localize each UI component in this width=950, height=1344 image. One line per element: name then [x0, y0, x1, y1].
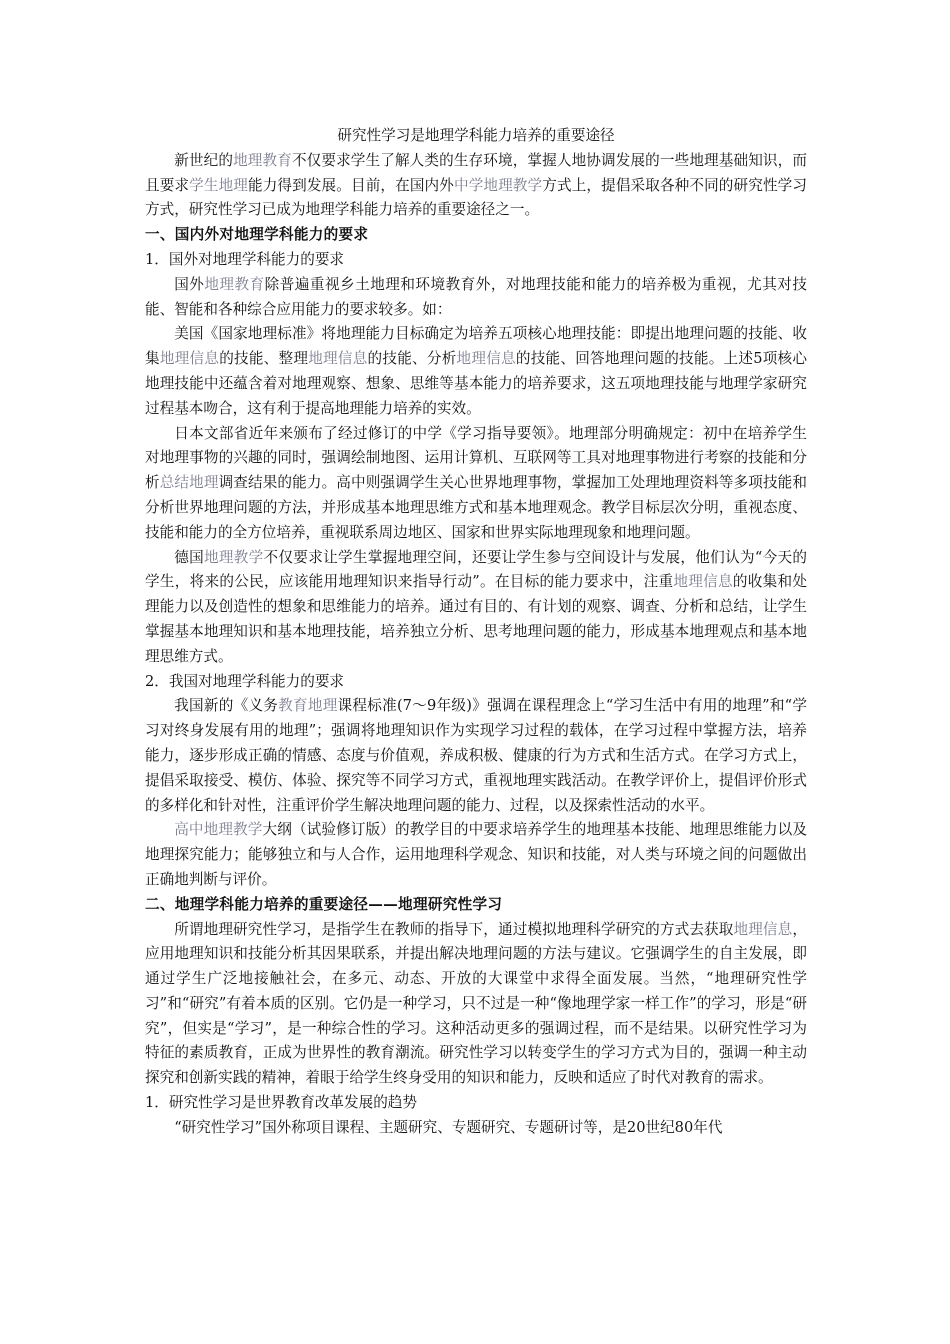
- inline-link[interactable]: 总结地理: [159, 474, 219, 492]
- paragraph: [145, 818, 807, 892]
- inline-link[interactable]: 中学地理教学: [453, 176, 543, 194]
- text-segment: “研究性学习”国外称项目课程、主题研究、专题研究、专题研讨等，是20世纪80年代: [174, 1118, 723, 1136]
- text-segment: 的技能、回答地理问题的技能。上述5项核心地理技能中还蕴含着对地理观察、想象、思维等基本能力的培养要求，这五项地理技能与地理学家研究过程基本吻合，这有利于提高地理能力培养的实效。: [145, 350, 807, 417]
- paragraph: [145, 1116, 807, 1141]
- section-heading: [145, 223, 807, 248]
- text-segment: 大纲（试验修订版）的教学目的中要求培养学生的地理基本技能、地理思维能力以及地理探究能力；能够独立和与人合作，运用地理科学观念、知识和技能，对人类与环境之间的问题做出正确地判断与评价。: [145, 821, 807, 888]
- text-segment: 日本文部省近年来颁布了经过修订的中学《学习指导要领》。地理部分明确规定：初中在培养学生对地理事物的兴趣的同时，强调绘制地图、运用计算机、互联网等工具对地理事物进行考察的技能和分析: [145, 424, 807, 492]
- text-segment: 方式上，提倡采取各种不同的研究性学习方式，研究性学习已成为地理学科能力培养的重要途径之一。: [145, 176, 807, 219]
- text-segment: 1．国外对地理学科能力的要求: [145, 250, 345, 268]
- paragraph: [145, 422, 807, 546]
- paragraph: [145, 546, 807, 670]
- text-segment: 不仅要求学生了解人类的生存环境，掌握人地协调发展的一些地理基础知识，而且要求: [145, 151, 807, 194]
- paragraph: [145, 322, 807, 421]
- text-segment: 所谓地理研究性学习，是指学生在教师的指导下，通过模拟地理科学研究的方式去获取: [174, 920, 734, 938]
- paragraph: [145, 694, 807, 818]
- text-segment: 除普遍重视乡土地理和环境教育外，对地理技能和能力的培养极为重视，尤其对技能、智能和各种综合应用能力的要求较多。如：: [145, 275, 807, 318]
- inline-link[interactable]: 地理教育: [233, 151, 292, 169]
- inline-link[interactable]: 地理信息: [308, 350, 368, 368]
- inline-link[interactable]: 高中地理教学: [174, 821, 263, 839]
- subsection-heading: [145, 248, 807, 273]
- document-title: 研究性学习是地理学科能力培养的重要途径: [337, 127, 615, 144]
- subsection-heading: [145, 670, 807, 695]
- inline-link[interactable]: 地理信息: [733, 920, 793, 938]
- inline-link[interactable]: 地理教学: [203, 548, 264, 566]
- text-segment: 调查结果的能力。高中则强调学生关心世界地理事物，掌握加工处理地理资料等多项技能和分析世界地理问题的方法，并形成基本地理思维方式和基本地理观念。教学目标层次分明，重视态度、技能和能力的全方位培养，重视联系周边地区、国家和世界实际地理现象和地理问题。: [145, 474, 807, 541]
- paragraph: [145, 149, 807, 223]
- text-segment: 二、地理学科能力培养的重要途径——地理研究性学习: [145, 895, 503, 913]
- text-segment: 美国《国家地理标准》将地理能力目标确定为培养五项核心地理技能：即提出地理问题的技能、收集: [145, 325, 807, 368]
- text-segment: 国外: [174, 275, 205, 293]
- text-segment: 我国新的《义务: [174, 697, 279, 715]
- text-segment: 新世纪的: [174, 151, 234, 169]
- text-segment: 课程标准(7～9年级)》强调在课程理念上“学习生活中有用的地理”和“学习对终身发展有用的地理”；强调将地理知识作为实现学习过程的载体，在学习过程中掌握方法，培养能力，逐步形成正确的情感、态度与价值观，养成积极、健康的行为方式和生活方式。在学习方式上，提倡采取接受、模仿、体验、探究等不同学习方式，重视地理实践活动。在教学评价上，提倡评价形式的多样化和针对性，注重评价学生解决地理问题的能力、过程，以及探索性活动的水平。: [145, 697, 807, 814]
- inline-link[interactable]: 地理信息: [673, 573, 733, 591]
- text-segment: 1．研究性学习是世界教育改革发展的趋势: [145, 1094, 417, 1112]
- paragraph: [145, 918, 807, 1092]
- text-segment: 的技能、整理: [219, 350, 309, 368]
- document-body: [145, 149, 807, 1141]
- text-segment: 的技能、分析: [367, 350, 457, 368]
- text-segment: 德国: [174, 548, 204, 566]
- inline-link[interactable]: 地理教育: [204, 275, 265, 293]
- text-segment: 2．我国对地理学科能力的要求: [145, 672, 345, 690]
- text-segment: 能力得到发展。目前，在国内外: [248, 176, 454, 194]
- text-segment: 的收集和处理能力以及创造性的想象和思维能力的培养。通过有目的、有计划的观察、调查、分析和总结，让学生掌握基本地理知识和基本地理技能，培养独立分析、思考地理问题的能力，形成基本地理观点和基本地理思维方式。: [145, 573, 807, 665]
- inline-link[interactable]: 学生地理: [189, 176, 248, 194]
- text-segment: 不仅要求让学生掌握地理空间，还要让学生参与空间设计与发展，他们认为“今天的学生，将来的公民，应该能用地理知识来指导行动”。在目标的能力要求中，注重: [145, 548, 807, 591]
- subsection-heading: [145, 1091, 807, 1116]
- inline-link[interactable]: 教育地理: [278, 697, 338, 715]
- inline-link[interactable]: 地理信息: [456, 350, 516, 368]
- document-page: [145, 124, 807, 1141]
- inline-link[interactable]: 地理信息: [159, 350, 220, 368]
- paragraph: [145, 273, 807, 323]
- section-heading: [145, 893, 807, 918]
- text-segment: ，应用地理知识和技能分析其因果联系，并提出解决地理问题的方法与建议。它强调学生的自主发展，即通过学生广泛地接触社会，在多元、动态、开放的大课堂中求得全面发展。当然，“地理研究性学习”和“研究”有着本质的区别。它仍是一种学习，只不过是一种“像地理学家一样工作”的学习，形是“研究”，但实是“学习”，是一种综合性的学习。这种活动更多的强调过程，而不是结果。以研究性学习为特征的素质教育，正成为世界性的教育潮流。研究性学习以转变学生的学习方式为目的，强调一种主动探究和创新实践的精神，着眼于给学生终身受用的知识和能力，反映和适应了时代对教育的需求。: [145, 920, 807, 1087]
- text-segment: 一、国内外对地理学科能力的要求: [145, 226, 369, 244]
